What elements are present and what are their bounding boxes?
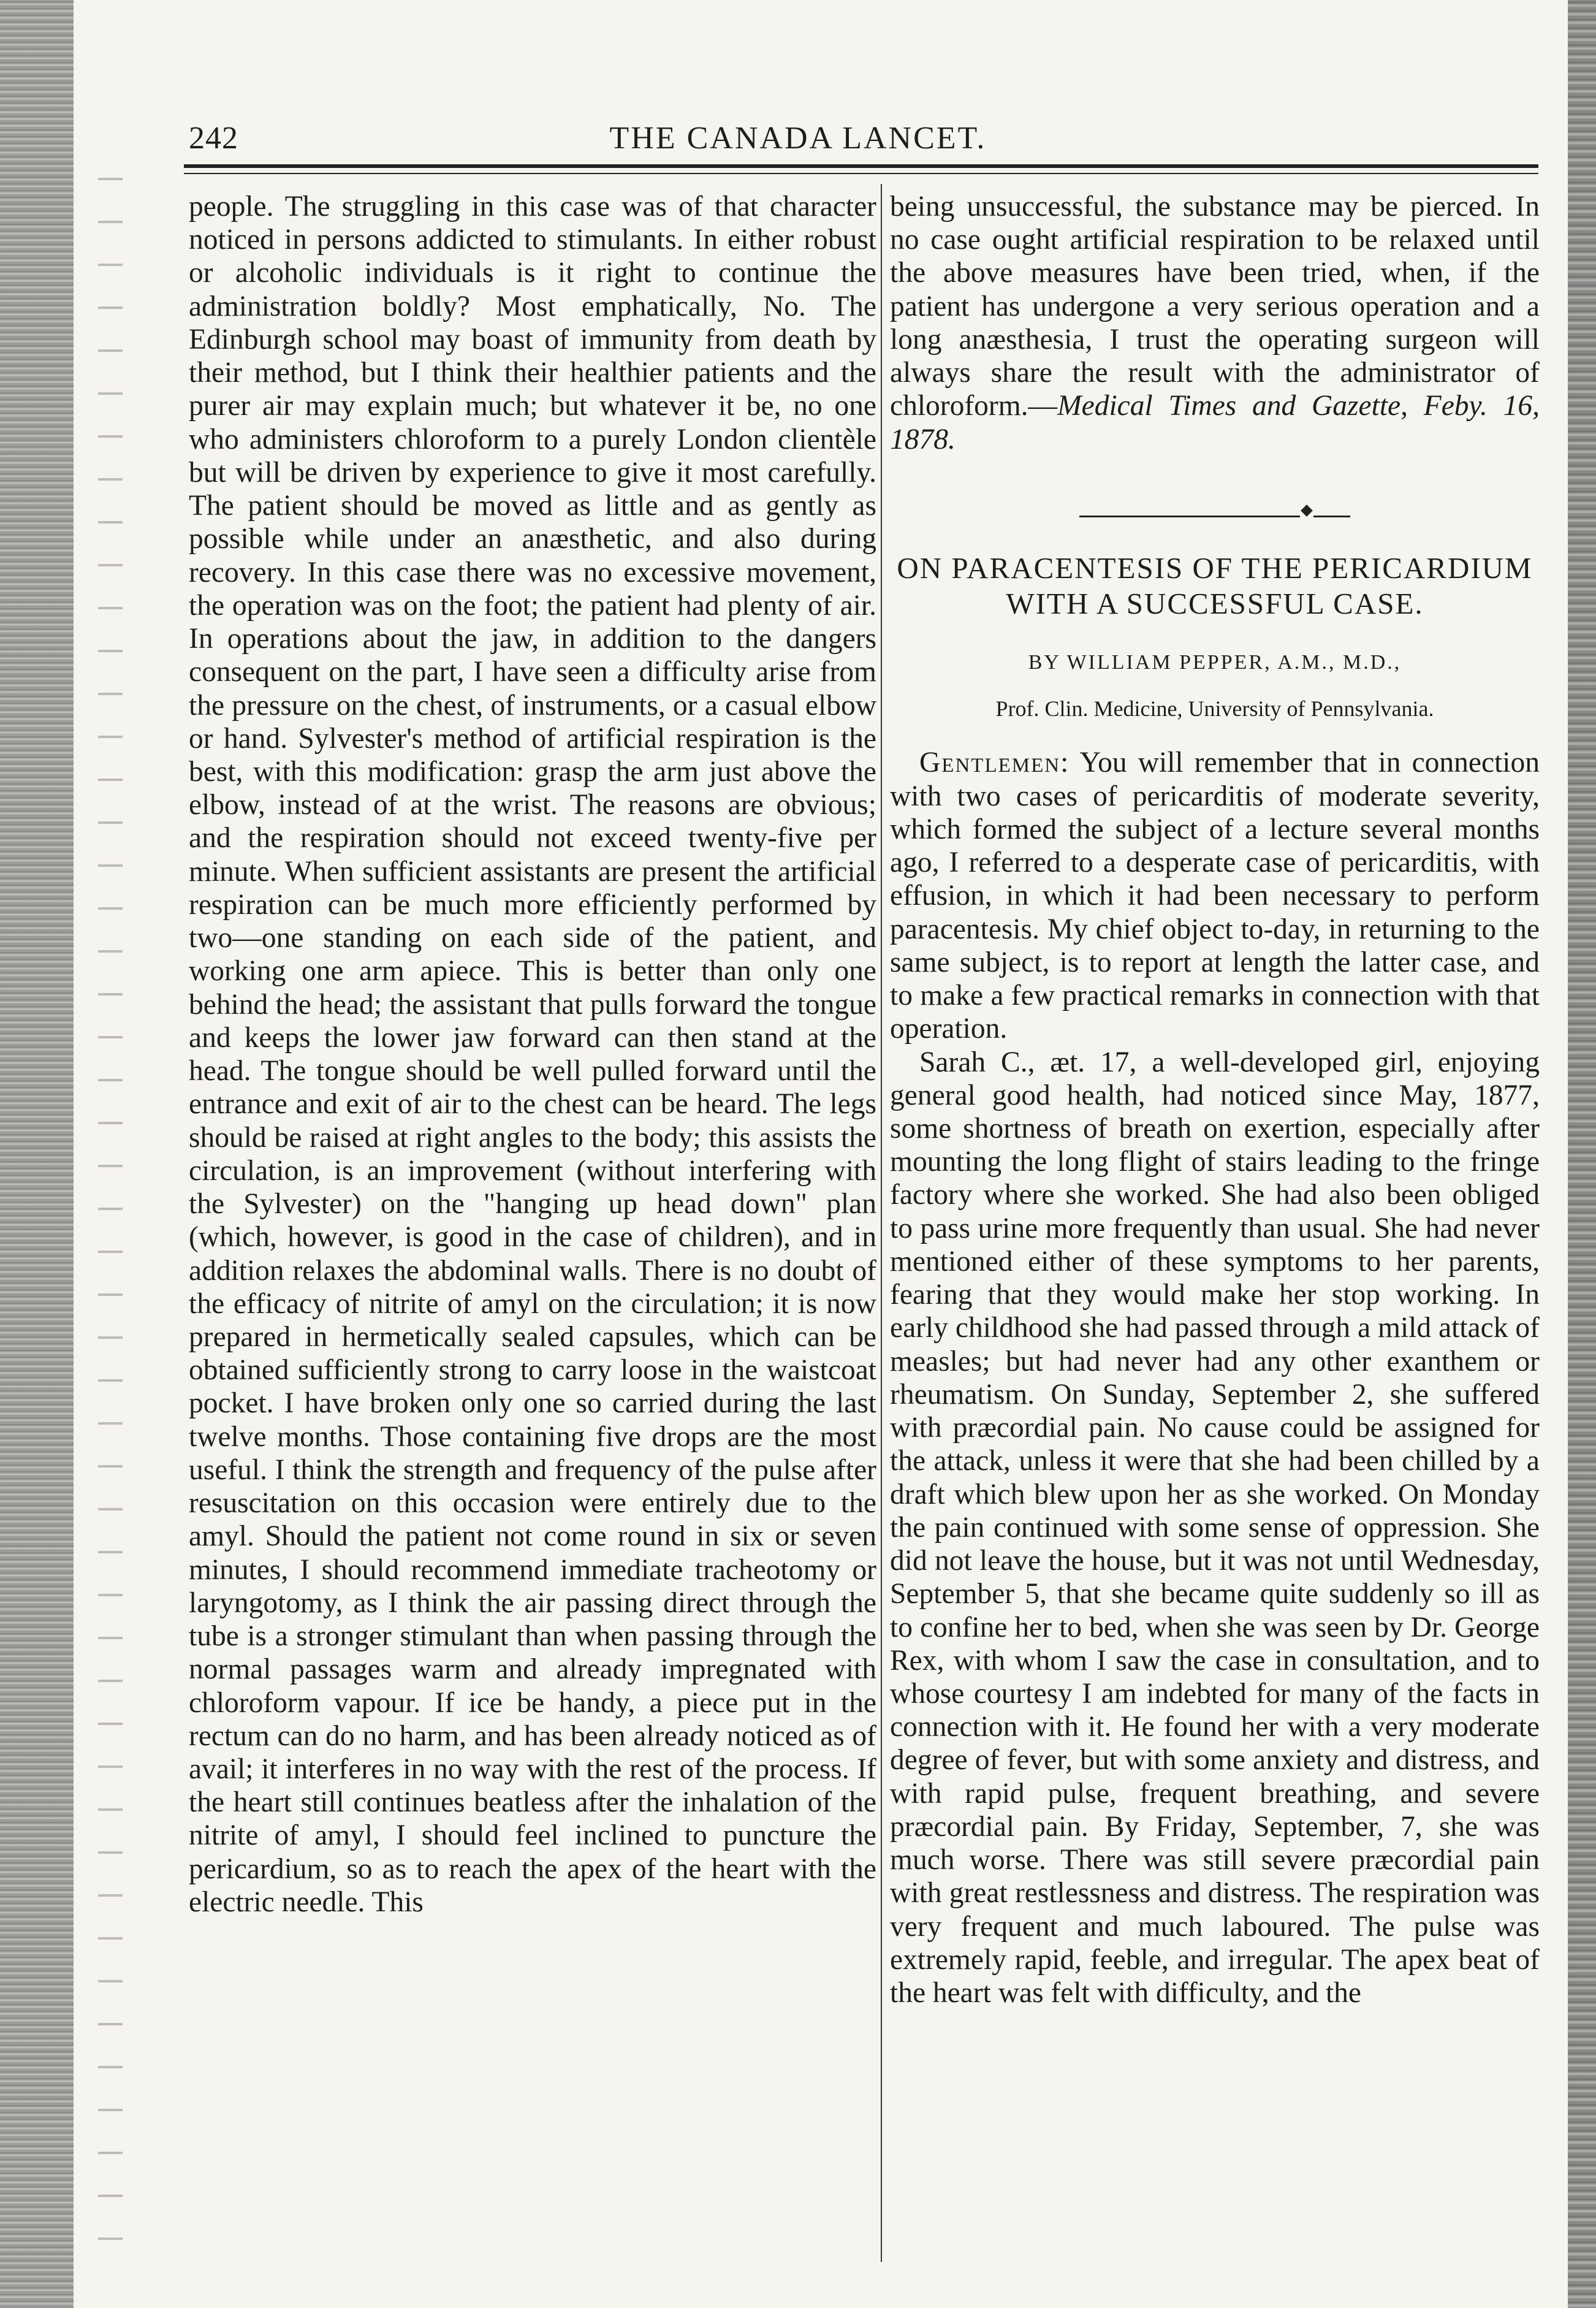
article-byline: BY WILLIAM PEPPER, A.M., M.D.,: [1028, 650, 1402, 674]
source-citation: Medical Times and Gazette, Feby. 16, 1878.: [890, 390, 1540, 455]
scan-binding-edge-right: [1568, 0, 1596, 2308]
previous-article-continuation: [890, 190, 1540, 456]
paragraph-text: You will remember that in connection with two cases of pericarditis of moderate severity, which formed the subject of a lecture several months ago, I referred to a desperate case of pericarditis, with effusion, in which it had been necessary to perform paracentesis. My chief object to-day, in returning to the same subject, is to report at length the latter case, and to make a few practical remarks in connection with that operation.: [890, 747, 1540, 1045]
header-rule-thick: [184, 164, 1538, 168]
right-column: [890, 190, 1540, 2009]
page-number: 242: [189, 121, 238, 156]
scan-binding-edge-left: [0, 0, 74, 2308]
section-ornament: [890, 495, 1540, 508]
header-rule-thin: [184, 173, 1538, 174]
scan-margin-marks: [98, 159, 123, 2244]
article-title: ON PARACENTESIS OF THE PERICARDIUM WITH A SUCCESSFUL CASE.: [897, 550, 1533, 620]
article-paragraph: [890, 746, 1540, 1045]
running-head-title: THE CANADA LANCET.: [609, 121, 987, 156]
left-column: [189, 190, 876, 1919]
salutation: Gentlemen:: [919, 747, 1070, 779]
author-affiliation: Prof. Clin. Medicine, University of Pennsylvania.: [995, 696, 1434, 722]
column-divider: [881, 184, 882, 2262]
left-column-paragraph: people. The struggling in this case was of that character noticed in persons addicted to stimulants. In either robust or alcoholic individuals is it right to continue the administration boldly? Most emphatically, No. The Edinburgh school may boast of immunity from death by their method, but I think their healthier patients and the purer air may explain much; but whatever it be, no one who administers chloroform to a purely London clientèle but will be driven by experience to give it most carefully. The patient should be moved as little and as gently as possible while under an anæsthetic, and also during recovery. In this case there was no excessive movement, the operation was on the foot; the patient had plenty of air. In operations about the jaw, in addition to the dangers consequent on the part, I have seen a difficulty arise from the pressure on the chest, of instruments, or a casual elbow or hand. Sylvester's method of artificial respiration is the best, with this modification: grasp the arm just above the elbow, instead of at the wrist. The reasons are obvious; and the respiration should not exceed twenty-five per minute. When sufficient assistants are present the artificial respiration can be much more efficiently performed by two—one standing on each side of the patient, and working one arm apiece. This is better than only one behind the head; the assistant that pulls forward the tongue and keeps the lower jaw forward can then stand at the head. The tongue should be well pulled forward until the entrance and exit of air to the chest can be heard. The legs should be raised at right angles to the body; this assists the circulation, is an improvement (without interfering with the Sylvester) on the "hanging up head down" plan (which, however, is good in the case of children), and in addition relaxes the abdominal walls. There is no doubt of the efficacy of nitrite of amyl on the circulation; it is now prepared in hermetically sealed capsules, which can be obtained sufficiently strong to carry loose in the waistcoat pocket. I have broken only one so carried during the last twelve months. Those containing five drops are the most useful. I think the strength and frequency of the pulse after resuscitation on this occasion were entirely due to the amyl. Should the patient not come round in six or seven minutes, I should recommend immediate tracheotomy or laryngotomy, as I think the air passing direct through the tube is a stronger stimulant than when passing through the normal passages warm and already impregnated with chloroform vapour. If ice be handy, a piece put in the rectum can do no harm, and has been already noticed as of avail; it interferes in no way with the rest of the process. If the heart still continues beatless after the inhalation of the nitrite of amyl, I should feel inclined to puncture the pericardium, so as to reach the apex of the heart with the electric needle. This: [189, 191, 876, 1918]
article-paragraph: Sarah C., æt. 17, a well-developed girl, enjoying general good health, had noticed since May, 1877, some shortness of breath on exertion, especially after mounting the long flight of stairs leading to the fringe factory where she worked. She had also been obliged to pass urine more frequently than usual. She had never mentioned either of these symptoms to her parents, fearing that they would make her stop working. In early childhood she had passed through a mild attack of measles; but had never had any other exanthem or rheumatism. On Sunday, September 2, she suffered with præcordial pain. No cause could be assigned for the attack, unless it were that she had been chilled by a draft which blew upon her as she worked. On Monday the pain continued with some sense of oppression. She did not leave the house, but it was not until Wednesday, September 5, that she became quite suddenly so ill as to confine her to bed, when she was seen by Dr. George Rex, with whom I saw the case in consultation, and to whose courtesy I am indebted for many of the facts in connection with it. He found her with a very moderate degree of fever, but with some anxiety and distress, and with rapid pulse, frequent breathing, and severe præcordial pain. By Friday, September, 7, she was much worse. There was still severe præcordial pain with great restlessness and distress. The respiration was very frequent and much laboured. The pulse was extremely rapid, feeble, and irregular. The apex beat of the heart was felt with difficulty, and the: [890, 1046, 1540, 2009]
continuation-text: being unsuccessful, the substance may be pierced. In no case ought artificial respiration to be relaxed until the above measures have been tried, when, if the patient has undergone a very serious operation and a long anæsthesia, I trust the operating surgeon will always share the result with the administrator of chloroform.—: [890, 191, 1540, 422]
